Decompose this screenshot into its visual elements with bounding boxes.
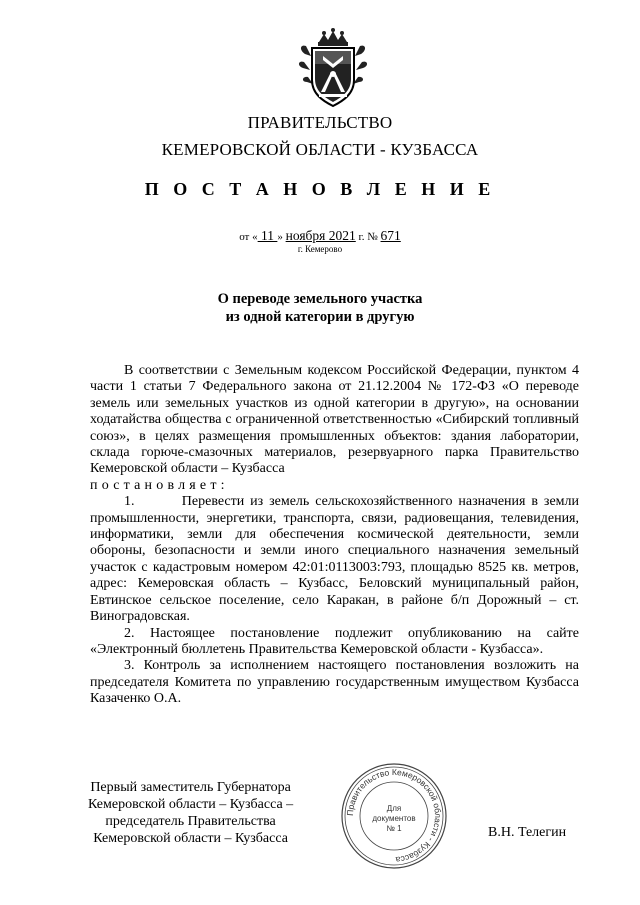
government-name-line1: ПРАВИТЕЛЬСТВО: [247, 113, 393, 132]
decree-item-3: 3. Контроль за исполнением настоящего постановления возложить на председателя Комитета по управлению государственным имуществом Кузбасса Казаченко О.А.: [90, 658, 579, 707]
decree-subject: [0, 290, 640, 326]
date-month-year: ноября 2021: [285, 228, 356, 243]
stamp-center-line2: документов: [372, 814, 416, 823]
resolves-word: постановляет:: [90, 477, 229, 493]
kuzbass-coat-of-arms-icon: [297, 20, 369, 112]
stamp-center-line1: Для: [386, 804, 402, 813]
decree-body: [90, 363, 579, 708]
decree-item-2: 2. Настоящее постановление подлежит опубликованию на сайте «Электронный бюллетень Правительства Кемеровской области - Кузбасса».: [90, 625, 579, 657]
preamble-paragraph: В соответствии с Земельным кодексом Российской Федерации, пунктом 4 части 1 статьи 7 Федерального закона от 21.12.2004 № 172-ФЗ «О переводе земель или земельных участков из одной категории в другую», на основании ходатайства общества с ограниченной ответственностью «Сибирский топливный союз», в целях размещения промышленных объектов: здания лаборатории, склада горюче-смазочных материалов, резервуарного парка Правительство Кемеровской области – Кузбасса: [90, 363, 579, 477]
signatory-position: [88, 779, 293, 847]
subject-line1: О переводе земельного участка: [217, 291, 423, 307]
decree-item-1: 1. Перевести из земель сельскохозяйственного назначения в земли промышленности, энергетики, транспорта, связи, радиовещания, телевидения, информатики, земли для обеспечения космической деятельности, земли обороны, безопасности и земли иного специального назначения земельный участок с кадастровым номером 42:01:0113003:793, площадью 8525 кв. метров, адрес: Кемеровская область – Кузбасс, Беловский муниципальный район, Евтинское сельское поселение, село Каракан, в районе б/п Дорожный – ст. Виноградовская.: [90, 494, 579, 625]
official-stamp: [340, 762, 448, 870]
date-day: 11: [257, 228, 278, 243]
position-line2: Кемеровской области – Кузбасса –: [88, 797, 294, 812]
date-mid: »: [277, 231, 286, 243]
decree-number: 671: [380, 228, 401, 243]
document-type-title: П О С Т А Н О В Л Е Н И Е: [144, 179, 496, 199]
subject-line2: из одной категории в другую: [225, 309, 415, 325]
date-prefix: от «: [239, 231, 258, 243]
stamp-ring-text: Правительство Кемеровской области - Кузбасса: [344, 766, 444, 866]
position-line4: Кемеровской области – Кузбасса: [93, 831, 288, 846]
position-line1: Первый заместитель Губернатора: [90, 780, 291, 795]
signer-name: В.Н. Телегин: [488, 825, 567, 840]
date-year-suffix: г. №: [355, 231, 381, 243]
government-name-line2: КЕМЕРОВСКОЙ ОБЛАСТИ - КУЗБАССА: [161, 140, 479, 159]
stamp-center-line3: № 1: [386, 824, 402, 833]
position-line3: председатель Правительства: [105, 814, 276, 829]
date-number-line: [0, 228, 640, 244]
city-label: г. Кемерово: [297, 244, 343, 254]
